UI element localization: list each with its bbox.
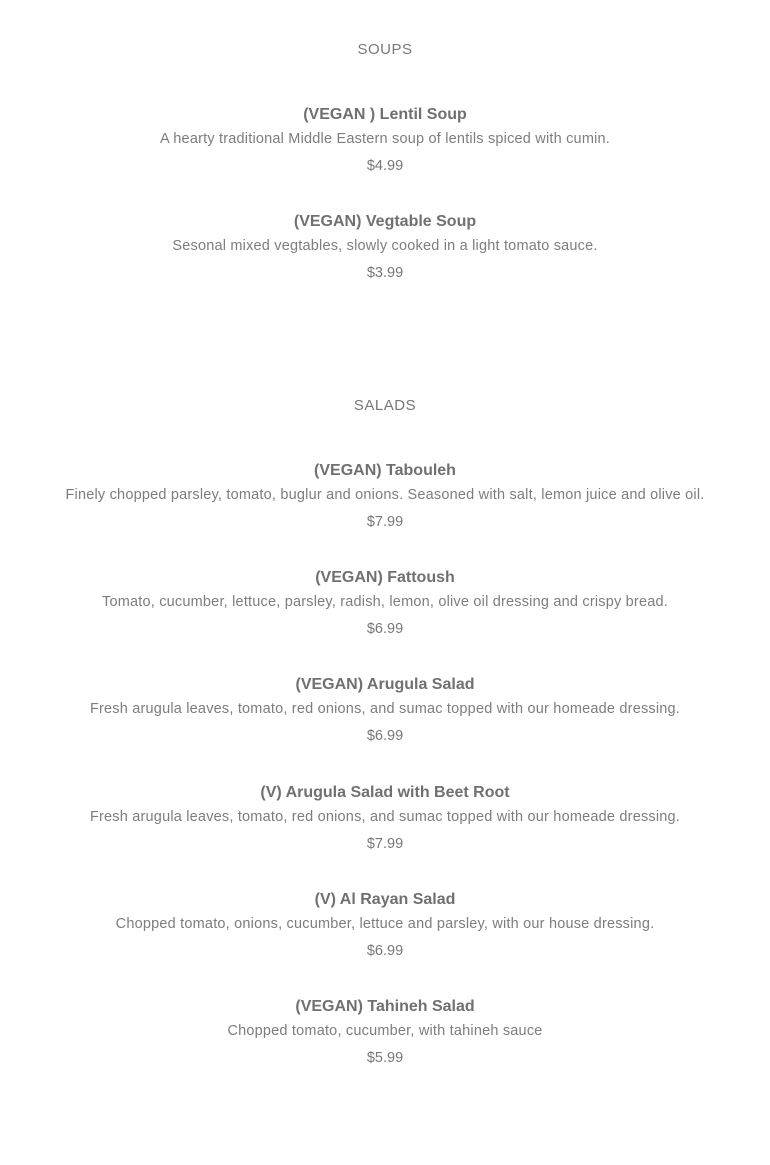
item-price: $4.99 [366, 158, 404, 174]
section-title-soups: SOUPS [357, 41, 413, 58]
item-name: (VEGAN) Arugula Salad [295, 676, 475, 693]
item-price: $7.99 [366, 514, 404, 530]
item-description: Finely chopped parsley, tomato, buglur and onions. Seasoned with salt, lemon juice and olive oil. [65, 487, 705, 503]
menu-item [0, 783, 770, 854]
menu-item [0, 890, 770, 961]
section-title-salads: SALADS [353, 397, 417, 414]
item-price: $5.99 [366, 1050, 404, 1066]
item-description: Chopped tomato, onions, cucumber, lettuce and parsley, with our house dressing. [115, 916, 655, 932]
item-description: Fresh arugula leaves, tomato, red onions, and sumac topped with our homeade dressing. [89, 809, 681, 825]
menu-item [0, 105, 770, 176]
item-price: $6.99 [366, 728, 404, 744]
item-name: (VEGAN) Tahineh Salad [295, 998, 475, 1015]
menu-item [0, 461, 770, 532]
item-price: $6.99 [366, 621, 404, 637]
item-price: $7.99 [366, 836, 404, 852]
item-name: (V) Arugula Salad with Beet Root [260, 784, 510, 801]
menu-item [0, 212, 770, 283]
item-name: (VEGAN) Fattoush [315, 569, 455, 586]
item-description: Tomato, cucumber, lettuce, parsley, radish, lemon, olive oil dressing and crispy bread. [102, 594, 668, 610]
item-description: Sesonal mixed vegtables, slowly cooked in a light tomato sauce. [172, 238, 598, 254]
item-name: (V) Al Rayan Salad [314, 891, 456, 908]
item-name: (VEGAN ) Lentil Soup [303, 106, 467, 123]
menu-item [0, 997, 770, 1068]
item-name: (VEGAN) Vegtable Soup [293, 213, 477, 230]
item-description: A hearty traditional Middle Eastern soup of lentils spiced with cumin. [159, 131, 611, 147]
item-name: (VEGAN) Tabouleh [314, 462, 456, 479]
item-price: $3.99 [366, 265, 404, 281]
item-description: Chopped tomato, cucumber, with tahineh sauce [227, 1023, 543, 1039]
menu-item [0, 675, 770, 746]
item-price: $6.99 [366, 943, 404, 959]
menu-item [0, 568, 770, 639]
item-description: Fresh arugula leaves, tomato, red onions, and sumac topped with our homeade dressing. [89, 701, 681, 717]
